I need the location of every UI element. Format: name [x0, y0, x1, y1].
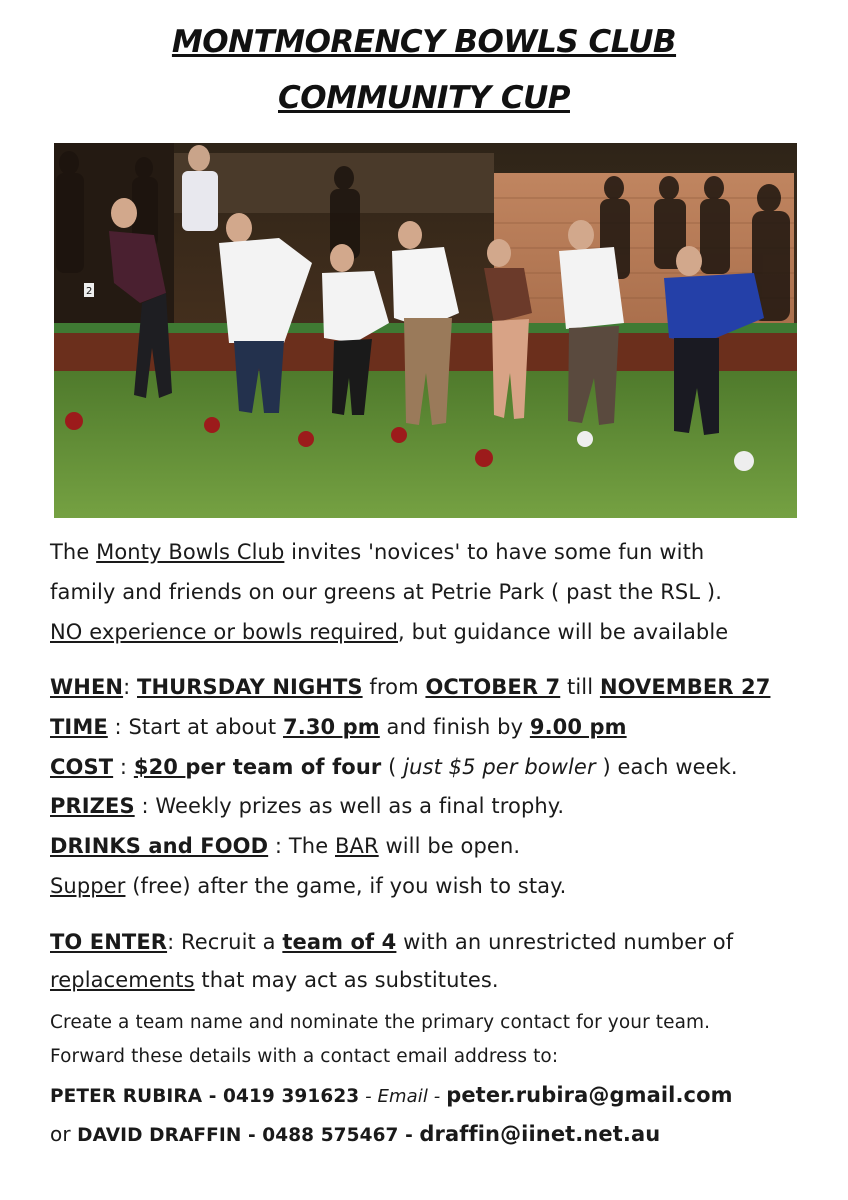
- text: with an unrestricted number of: [396, 930, 734, 954]
- team-size: team of 4: [282, 930, 397, 954]
- cost-label: COST: [50, 755, 114, 779]
- when-line: [50, 675, 770, 699]
- drinks-label: DRINKS and FOOD: [50, 834, 269, 858]
- end-date: NOVEMBER 27: [599, 675, 771, 699]
- intro-text: invites 'novices' to have some fun with: [284, 540, 705, 564]
- when-label: WHEN: [50, 675, 124, 699]
- enter-line-1: [50, 930, 733, 954]
- text: : Weekly prizes as well as a final trophy.: [134, 794, 565, 818]
- supper-label: Supper: [50, 874, 126, 898]
- cost-line: [50, 755, 738, 779]
- bar-word: BAR: [335, 834, 379, 858]
- text: will be open.: [378, 834, 521, 858]
- text: (free) after the game, if you wish to stay.: [125, 874, 567, 898]
- contact-line-2: [50, 1122, 660, 1146]
- email-label: - Email -: [359, 1086, 447, 1107]
- contact-line-1: [50, 1083, 733, 1107]
- text: (: [381, 755, 404, 779]
- lawn-bowls-photo: [54, 143, 797, 518]
- drinks-line: [50, 834, 520, 858]
- text: that may act as substitutes.: [194, 968, 499, 992]
- finish-time: 9.00 pm: [529, 715, 627, 739]
- title-line-2: COMMUNITY CUP: [278, 80, 570, 116]
- enter-label: TO ENTER: [50, 930, 168, 954]
- text: : Start at about: [107, 715, 284, 739]
- text: till: [560, 675, 600, 699]
- contact-1-email[interactable]: peter.rubira@gmail.com: [446, 1083, 733, 1107]
- contact-2-email[interactable]: draffin@iinet.net.au: [419, 1122, 661, 1146]
- price-note: just $5 per bowler: [403, 755, 596, 779]
- price: $20: [133, 755, 186, 779]
- text: from: [362, 675, 426, 699]
- replacements-word: replacements: [50, 968, 195, 992]
- text: : The: [268, 834, 336, 858]
- time-line: [50, 715, 627, 739]
- text: : Recruit a: [167, 930, 283, 954]
- contact-2-name-phone: DAVID DRAFFIN - 0488 575467 -: [77, 1125, 420, 1146]
- text: ) each week.: [595, 755, 738, 779]
- intro-line-3: [50, 620, 728, 644]
- intro-text: , but guidance will be available: [398, 620, 729, 644]
- no-experience-note: NO experience or bowls required: [50, 620, 399, 644]
- start-time: 7.30 pm: [283, 715, 380, 739]
- prizes-label: PRIZES: [50, 794, 135, 818]
- title-line-1: MONTMORENCY BOWLS CLUB: [171, 24, 677, 60]
- enter-line-4: Forward these details with a contact email address to:: [50, 1046, 559, 1067]
- price-unit: per team of four: [185, 755, 382, 779]
- text: and finish by: [379, 715, 530, 739]
- enter-line-2: [50, 968, 499, 992]
- text: :: [113, 755, 134, 779]
- enter-line-3: Create a team name and nominate the primary contact for your team.: [50, 1012, 711, 1033]
- separator: :: [123, 675, 138, 699]
- lane-marker-number: 2: [86, 286, 93, 297]
- contact-1-name-phone: PETER RUBIRA - 0419 391623: [50, 1086, 360, 1107]
- photo-illustration: [54, 143, 797, 518]
- prizes-line: [50, 794, 564, 818]
- time-label: TIME: [50, 715, 108, 739]
- or-word: or: [50, 1122, 78, 1146]
- intro-line-2: family and friends on our greens at Petrie Park ( past the RSL ).: [50, 580, 722, 604]
- intro-text: The: [50, 540, 97, 564]
- start-date: OCTOBER 7: [425, 675, 561, 699]
- supper-line: [50, 874, 566, 898]
- intro-line-1: [50, 540, 704, 564]
- when-days: THURSDAY NIGHTS: [137, 675, 363, 699]
- club-name: Monty Bowls Club: [96, 540, 285, 564]
